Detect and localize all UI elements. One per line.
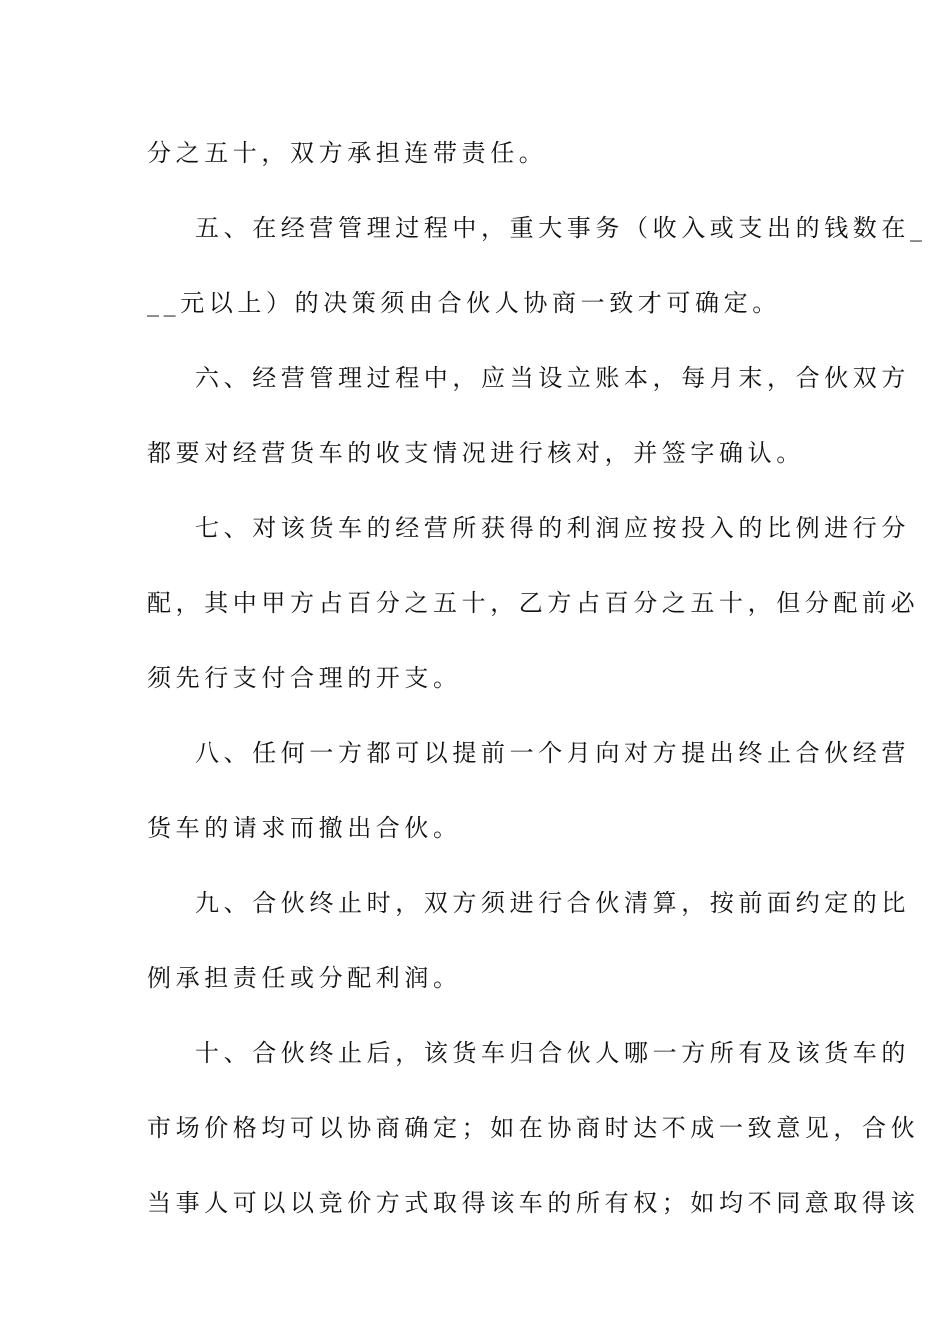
- paragraph-line: 配，其中甲方占百分之五十，乙方占百分之五十，但分配前必: [147, 589, 920, 617]
- paragraph-line-clause-8: 八、任何一方都可以提前一个月向对方提出终止合伙经营: [195, 739, 910, 767]
- paragraph-line: 都要对经营货车的收支情况进行核对，并签字确认。: [147, 439, 805, 467]
- paragraph-line-clause-6: 六、经营管理过程中，应当设立账本，每月末，合伙双方: [195, 364, 910, 392]
- paragraph-line-clause-9: 九、合伙终止时，双方须进行合伙清算，按前面约定的比: [195, 889, 910, 917]
- paragraph-line: 市场价格均可以协商确定；如在协商时达不成一致意见，合伙: [147, 1114, 920, 1142]
- paragraph-line: 货车的请求而撤出合伙。: [147, 814, 462, 842]
- paragraph-line-clause-10: 十、合伙终止后，该货车归合伙人哪一方所有及该货车的: [195, 1039, 910, 1067]
- paragraph-line: 当事人可以以竞价方式取得该车的所有权；如均不同意取得该: [147, 1189, 920, 1217]
- paragraph-line-clause-5: 五、在经营管理过程中，重大事务（收入或支出的钱数在_: [195, 214, 927, 242]
- paragraph-line: 例承担责任或分配利润。: [147, 964, 462, 992]
- paragraph-line-clause-7: 七、对该货车的经营所获得的利润应按投入的比例进行分: [195, 514, 910, 542]
- paragraph-line: __元以上）的决策须由合伙人协商一致才可确定。: [147, 289, 781, 317]
- paragraph-line: 分之五十，双方承担连带责任。: [147, 139, 548, 167]
- paragraph-line: 须先行支付合理的开支。: [147, 664, 462, 692]
